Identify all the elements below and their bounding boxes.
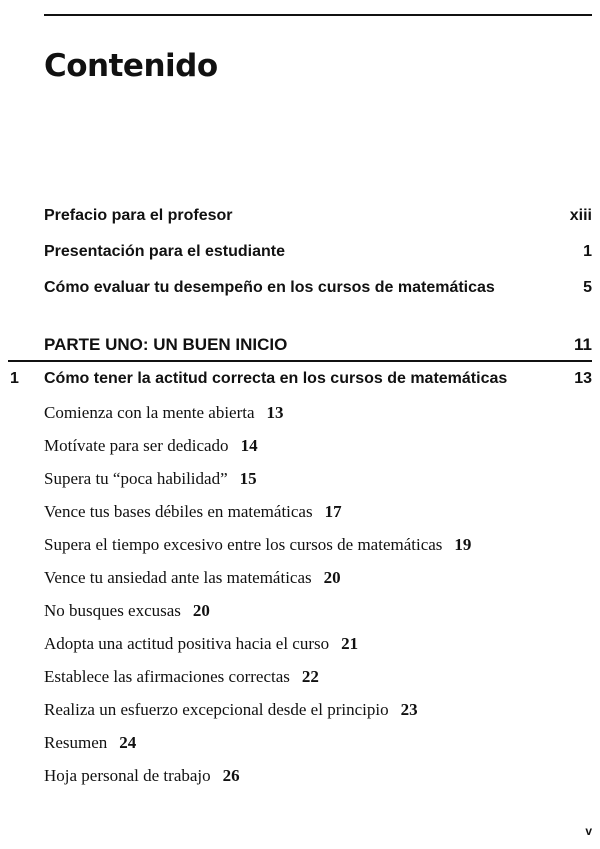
toc-entry-evaluation[interactable] (44, 278, 592, 297)
toc-entry-page: 5 (583, 279, 592, 296)
section-page: 13 (266, 403, 284, 422)
front-matter-list (44, 206, 592, 314)
toc-entry-preface[interactable] (44, 206, 592, 225)
chapter-number: 1 (10, 370, 19, 387)
section-title: Supera tu “poca habilidad” (44, 469, 228, 488)
section-entry[interactable] (44, 664, 592, 697)
section-title: Motívate para ser dedicado (44, 436, 229, 455)
section-title: No busques excusas (44, 601, 181, 620)
chapter-page: 13 (574, 370, 592, 387)
toc-entry-title: Cómo evaluar tu desempeño en los cursos de matemáticas (44, 279, 495, 296)
section-page: 20 (192, 601, 210, 620)
section-page: 24 (119, 733, 137, 752)
section-entry[interactable] (44, 433, 592, 466)
section-page: 20 (323, 568, 341, 587)
toc-entry-title: Presentación para el estudiante (44, 243, 285, 260)
section-page: 23 (400, 700, 418, 719)
part-rule (8, 360, 592, 362)
section-title: Vence tu ansiedad ante las matemáticas (44, 568, 312, 587)
page-title: Contenido (44, 48, 218, 84)
part-header[interactable] (44, 335, 592, 355)
section-title: Adopta una actitud positiva hacia el curso (44, 634, 330, 653)
section-entry[interactable] (44, 565, 592, 598)
section-page: 22 (301, 667, 319, 686)
section-list (44, 400, 592, 796)
section-page: 17 (324, 502, 342, 521)
top-rule (44, 14, 592, 16)
section-page: 21 (341, 634, 359, 653)
section-entry[interactable] (44, 499, 592, 532)
section-title: Hoja personal de trabajo (44, 766, 211, 785)
section-title: Supera el tiempo excesivo entre los cursos de matemáticas (44, 535, 443, 554)
section-title: Resumen (44, 733, 108, 752)
toc-entry-page: 1 (583, 243, 592, 260)
section-entry[interactable] (44, 466, 592, 499)
chapter-entry[interactable] (10, 369, 592, 388)
section-page: 19 (454, 535, 472, 554)
toc-entry-presentation[interactable] (44, 242, 592, 261)
section-title: Vence tus bases débiles en matemáticas (44, 502, 313, 521)
toc-entry-page: xiii (569, 207, 592, 224)
section-entry[interactable] (44, 598, 592, 631)
toc-entry-title: Prefacio para el profesor (44, 207, 233, 224)
section-page: 14 (240, 436, 258, 455)
page-folio: v (585, 824, 592, 838)
section-entry[interactable] (44, 400, 592, 433)
section-entry[interactable] (44, 730, 592, 763)
section-title: Comienza con la mente abierta (44, 403, 255, 422)
section-page: 26 (222, 766, 240, 785)
part-title: PARTE UNO: UN BUEN INICIO (44, 335, 288, 354)
section-title: Realiza un esfuerzo excepcional desde el principio (44, 700, 389, 719)
section-entry[interactable] (44, 631, 592, 664)
section-entry[interactable] (44, 532, 592, 565)
section-entry[interactable] (44, 763, 592, 796)
part-page: 11 (574, 335, 592, 354)
section-title: Establece las afirmaciones correctas (44, 667, 290, 686)
chapter-title: Cómo tener la actitud correcta en los cursos de matemáticas (44, 370, 508, 387)
section-entry[interactable] (44, 697, 592, 730)
section-page: 15 (239, 469, 257, 488)
